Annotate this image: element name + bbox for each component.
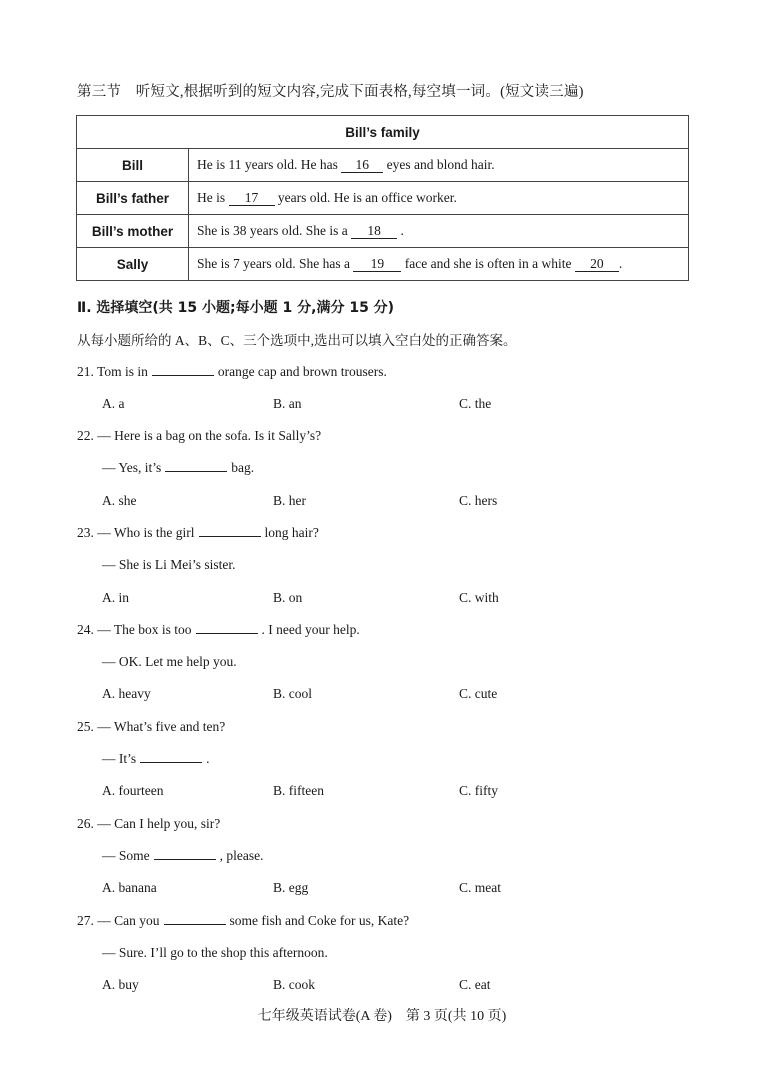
option-b: B. her <box>273 493 306 508</box>
question-text-post: . I need your help. <box>261 622 360 637</box>
table-row <box>77 182 689 215</box>
option-c: C. cute <box>459 686 498 701</box>
question-text: — The box is too <box>97 622 192 637</box>
option-c: C. the <box>459 396 492 411</box>
row-text-mid: face and she is often in a white <box>404 256 572 271</box>
option-b: B. fifteen <box>273 783 324 798</box>
row-text-pre: He is <box>197 190 226 205</box>
row-description <box>189 149 689 182</box>
option-a: A. she <box>102 493 137 508</box>
row-description <box>189 215 689 248</box>
option-c: C. eat <box>459 977 491 992</box>
question-26 <box>77 816 220 832</box>
option-b: B. cook <box>273 977 315 992</box>
answer-blank <box>140 751 202 763</box>
answer-blank: 20 <box>575 256 619 272</box>
row-name: Bill’s mother <box>77 215 189 248</box>
option-b: B. an <box>273 396 302 411</box>
option-a: A. buy <box>102 977 139 992</box>
question-24 <box>77 622 360 638</box>
answer-blank <box>152 364 214 376</box>
reply-text-post: bag. <box>231 460 255 475</box>
row-text-mid: years old. He is an office worker. <box>277 190 457 205</box>
question-text-post: orange cap and brown trousers. <box>217 364 387 379</box>
option-a: A. in <box>102 590 129 605</box>
option-c: C. fifty <box>459 783 498 798</box>
question-number: 27. <box>77 913 94 928</box>
row-text-mid: eyes and blond hair. <box>386 157 495 172</box>
question-23-reply: — She is Li Mei’s sister. <box>102 557 236 572</box>
table-caption: Bill’s family <box>77 116 689 149</box>
answer-blank: 17 <box>229 190 275 206</box>
answer-blank: 19 <box>353 256 401 272</box>
question-text: — Who is the girl <box>97 525 195 540</box>
answer-blank: 16 <box>341 157 383 173</box>
reply-text-post: . <box>206 751 210 766</box>
reply-text: — Yes, it’s <box>102 460 162 475</box>
question-number: 24. <box>77 622 94 637</box>
question-25 <box>77 719 225 735</box>
part-title: Ⅱ. 选择填空(共 15 小题;每小题 1 分,满分 15 分) <box>77 300 395 316</box>
question-text: Tom is in <box>97 364 148 379</box>
option-c: C. meat <box>459 880 501 895</box>
answer-blank <box>196 622 258 634</box>
row-description <box>189 182 689 215</box>
question-27 <box>77 913 409 929</box>
row-text-pre: She is 7 years old. She has a <box>197 256 350 271</box>
answer-blank <box>164 913 226 925</box>
question-21 <box>77 364 387 380</box>
option-c: C. with <box>459 590 499 605</box>
question-text-post: some fish and Coke for us, Kate? <box>229 913 410 928</box>
table-row <box>77 149 689 182</box>
reply-text: — It’s <box>102 751 137 766</box>
section-title: 第三节 听短文,根据听到的短文内容,完成下面表格,每空填一词。(短文读三遍) <box>77 84 584 100</box>
answer-blank <box>199 525 261 537</box>
reply-text: — Some <box>102 848 150 863</box>
option-a: A. heavy <box>102 686 151 701</box>
option-a: A. a <box>102 396 125 411</box>
row-text-post: . <box>618 256 623 271</box>
question-number: 25. <box>77 719 94 734</box>
table-row <box>77 248 689 281</box>
question-22 <box>77 428 321 444</box>
question-22-reply <box>102 460 254 476</box>
question-number: 21. <box>77 364 94 379</box>
answer-blank <box>165 460 227 472</box>
option-c: C. hers <box>459 493 498 508</box>
question-23 <box>77 525 319 541</box>
table-caption-row <box>77 116 689 149</box>
row-name: Bill’s father <box>77 182 189 215</box>
option-b: B. on <box>273 590 303 605</box>
question-25-reply <box>102 751 210 767</box>
row-text-mid: . <box>400 223 404 238</box>
question-number: 26. <box>77 816 94 831</box>
answer-blank: 18 <box>351 223 397 239</box>
table-row <box>77 215 689 248</box>
bills-family-table <box>76 115 689 281</box>
question-24-reply: — OK. Let me help you. <box>102 654 237 669</box>
reply-text-post: , please. <box>219 848 264 863</box>
answer-blank <box>154 848 216 860</box>
question-number: 22. <box>77 428 94 443</box>
row-name: Bill <box>77 149 189 182</box>
option-b: B. egg <box>273 880 309 895</box>
option-b: B. cool <box>273 686 312 701</box>
question-text: — Can you <box>97 913 160 928</box>
question-text-post: long hair? <box>264 525 319 540</box>
question-number: 23. <box>77 525 94 540</box>
question-text: — Can I help you, sir? <box>97 816 221 831</box>
row-name: Sally <box>77 248 189 281</box>
question-26-reply <box>102 848 264 864</box>
row-text-pre: She is 38 years old. She is a <box>197 223 348 238</box>
row-description <box>189 248 689 281</box>
question-27-reply: — Sure. I’ll go to the shop this afternoon. <box>102 945 328 960</box>
part-instruction: 从每小题所给的 A、B、C、三个选项中,选出可以填入空白处的正确答案。 <box>77 333 517 348</box>
option-a: A. banana <box>102 880 157 895</box>
question-text: — Here is a bag on the sofa. Is it Sally’s? <box>97 428 322 443</box>
option-a: A. fourteen <box>102 783 164 798</box>
row-text-pre: He is 11 years old. He has <box>197 157 338 172</box>
page-footer: 七年级英语试卷(A 卷) 第 3 页(共 10 页) <box>257 1009 507 1024</box>
question-text: — What’s five and ten? <box>97 719 226 734</box>
